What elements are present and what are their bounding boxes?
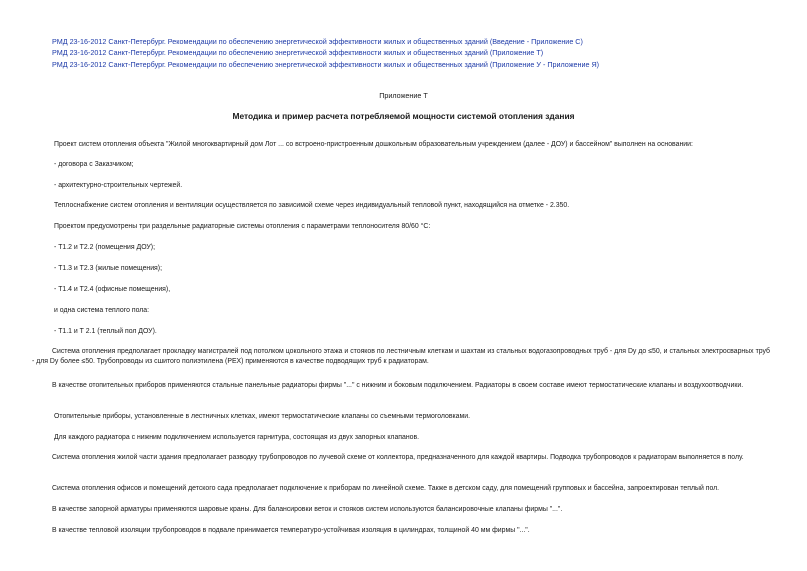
appendix-label: Приложение Т xyxy=(379,91,428,100)
link-intro-to-appendix-s[interactable]: РМД 23-16-2012 Санкт-Петербург. Рекомендации по обеспечению энергетической эффективности жилых и общественных зданий (Введение - Приложение С) xyxy=(52,37,583,46)
list-item-t11-t21: - Т1.1 и Т 2.1 (теплый пол ДОУ). xyxy=(54,328,157,335)
less-equal-symbol: ≤ xyxy=(81,357,86,365)
paragraph-shutoff-valves: В качестве запорной арматуры применяются шаровые краны. Для балансировки веток и стояков систем используются балансировочные клапаны фирмы "...". xyxy=(52,506,563,513)
paragraph-stairwell-devices: Отопительные приборы, установленные в лестничных клетках, имеют термостатические клапаны со съемными термоголовками. xyxy=(54,413,470,420)
list-item-t12-t22: - Т1.2 и Т2.2 (помещения ДОУ); xyxy=(54,244,155,251)
paragraph-pipe-routing xyxy=(32,347,770,366)
list-item-t13-t23: - Т1.3 и Т2.3 (жилые помещения); xyxy=(54,265,163,272)
paragraph-radiator-fittings: Для каждого радиатора с нижним подключением используется гарнитура, состоящая из двух запорных клапанов. xyxy=(54,434,420,441)
paragraph-radiators: В качестве отопительных приборов применяются стальные панельные радиаторы фирмы "..." с нижним и боковым подключением. Радиаторы в своем составе имеют термостатические клапаны и воздухоотводчики. xyxy=(52,382,744,389)
related-documents-links xyxy=(52,36,599,70)
paragraph-office-heating: Система отопления офисов и помещений детского сада предполагает подключение к приборам по линейной схеме. Также в детском саду, для помещений групповых и бассейна, запроектирован теплый пол. xyxy=(52,485,720,492)
document-title: Методика и пример расчета потребляемой мощности системой отопления здания xyxy=(232,111,575,121)
paragraph-three-systems: Проектом предусмотрены три раздельные радиаторные системы отопления с параметрами теплоносителя 80/60 °С: xyxy=(54,223,431,230)
paragraph-heat-supply: Теплоснабжение систем отопления и вентиляции осуществляется по зависимой схеме через индивидуальный тепловой пункт, находящийся на отметке - 2.350. xyxy=(54,202,570,209)
link-appendix-u-to-ya[interactable]: РМД 23-16-2012 Санкт-Петербург. Рекомендации по обеспечению энергетической эффективности жилых и общественных зданий (Приложение У - Приложение Я) xyxy=(52,59,600,69)
paragraph-basis: Проект систем отопления объекта "Жилой многоквартирный дом Лот ... со встроено-пристроенным дошкольным образовательным учреждением (далее - ДОУ) и бассейном" выполнен на основании: xyxy=(54,141,693,148)
pipe-routing-text-c: 50. Трубопроводы из сшитого полиэтилена (PEX) применяются в качестве подводящих труб к радиаторам. xyxy=(85,357,429,365)
paragraph-floor-system: и одна система теплого пола: xyxy=(54,307,150,314)
link-appendix-t[interactable]: РМД 23-16-2012 Санкт-Петербург. Рекомендации по обеспечению энергетической эффективности жилых и общественных зданий (Приложение Т) xyxy=(52,48,544,58)
pipe-routing-text-b: 50, и стальных электросварных труб - для Dy более xyxy=(32,348,770,365)
paragraph-insulation: В качестве тепловой изоляции трубопроводов в подвале принимается температуро-устойчивая изоляция в цилиндрах, толщиной 40 мм фирмы "...". xyxy=(52,527,530,534)
pipe-routing-text-a: Система отопления предполагает прокладку магистралей под потолком цокольного этажа и стояков по лестничным клеткам и шахтам из стальных водогазопроводных труб - для Dy до xyxy=(52,348,649,355)
list-item-drawings: - архитектурно-строительных чертежей. xyxy=(54,182,183,189)
list-item-t14-t24: - Т1.4 и Т2.4 (офисные помещения), xyxy=(54,286,171,293)
list-item-contract: - договора с Заказчиком; xyxy=(54,161,134,168)
paragraph-residential-heating: Система отопления жилой части здания предполагает разводку трубопроводов по лучевой схеме от коллектора, предназначенного для каждой квартиры. Подводка трубопроводов к радиаторам выполняется в полу. xyxy=(52,454,744,461)
less-equal-symbol: ≤ xyxy=(648,348,653,355)
